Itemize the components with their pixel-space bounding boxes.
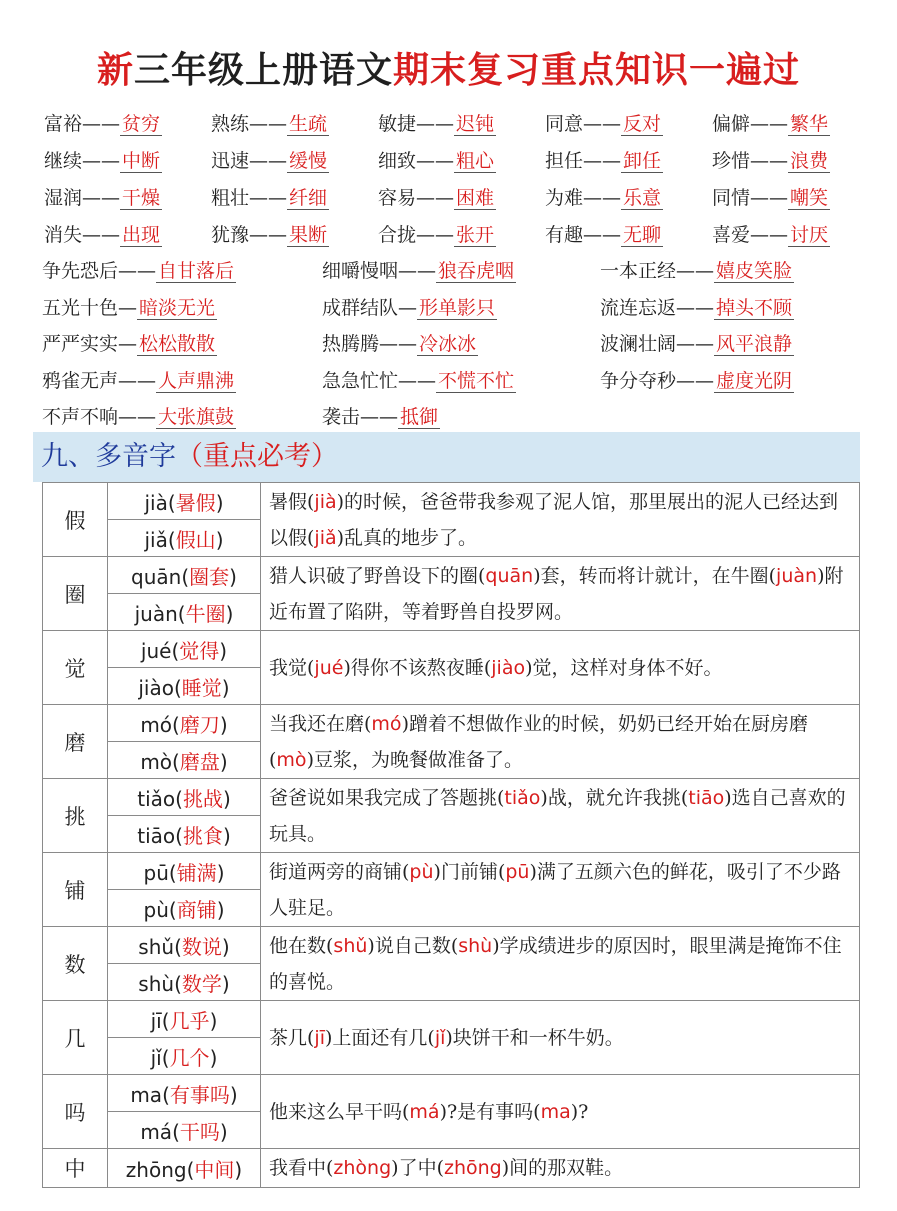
polyphone-reading: jī(几乎) [108, 1001, 261, 1038]
title-part2: 三年级上册语文 [133, 49, 393, 91]
idiom-dash: —— [360, 406, 399, 428]
antonym-pair [211, 144, 329, 178]
antonym-pair [44, 107, 162, 141]
polyphone-sentence [261, 1075, 860, 1149]
polyphone-char: 磨 [43, 705, 108, 779]
idiom-answer: 暗淡无光 [139, 296, 216, 319]
antonym-answer: 无聊 [623, 224, 662, 246]
idiom-pair [42, 327, 217, 361]
idiom-dash: —— [118, 260, 157, 282]
antonym-row [44, 181, 874, 215]
sentence-text: )觉，这样对身体不好。 [525, 656, 723, 679]
reading-pinyin: quān [131, 564, 182, 589]
reading-word: 数学 [181, 971, 222, 996]
idiom-word: 热腾腾 [322, 333, 380, 355]
antonym-word: 珍惜 [712, 150, 751, 172]
idiom-answer: 人声鼎沸 [158, 369, 235, 392]
antonym-pair [545, 144, 663, 178]
sentence-text: )间的那双鞋。 [501, 1157, 624, 1179]
sentence-text: 街道两旁的商铺( [269, 860, 410, 883]
antonym-dash: —— [583, 113, 622, 135]
polyphone-char: 假 [43, 483, 108, 557]
reading-word: 挑战 [182, 786, 223, 811]
reading-pinyin: shǔ [138, 934, 175, 959]
antonym-dash: —— [249, 224, 288, 246]
antonym-dash: —— [249, 187, 288, 209]
sentence-text: 茶几( [269, 1026, 315, 1049]
sentence-pinyin: pū [505, 860, 530, 883]
idiom-answer: 形单影只 [419, 296, 496, 319]
antonym-pair [712, 144, 830, 178]
idiom-pair [322, 327, 478, 361]
idiom-word: 袭击 [322, 406, 361, 428]
antonym-answer: 讨厌 [790, 224, 829, 246]
sentence-text: )?是有事吗( [439, 1100, 541, 1123]
reading-pinyin: má [140, 1119, 173, 1144]
idiom-row [44, 291, 874, 325]
antonym-word: 敏捷 [378, 113, 417, 135]
section-note: 重点必考 [203, 441, 311, 472]
antonym-row [44, 144, 874, 178]
reading-pinyin: pù [143, 897, 169, 922]
polyphone-reading: jiào(睡觉) [108, 668, 261, 705]
sentence-text: )块饼干和一杯牛奶。 [445, 1026, 624, 1049]
sentence-pinyin: tiāo [688, 786, 725, 809]
polyphone-sentence [261, 631, 860, 705]
antonym-dash: —— [416, 150, 455, 172]
sentence-text: 我觉( [269, 656, 315, 679]
idiom-pair [322, 254, 516, 288]
antonym-pair [545, 107, 663, 141]
idiom-answer: 抵御 [400, 406, 439, 428]
idiom-row [44, 400, 874, 434]
idiom-dash: —— [118, 369, 157, 392]
sentence-text: )得你不该熬夜睡( [343, 656, 492, 679]
reading-word: 几个 [169, 1045, 210, 1070]
antonym-answer: 张开 [456, 224, 495, 246]
sentence-text: )说自己数( [367, 934, 459, 957]
polyphone-sentence [261, 705, 860, 779]
polyphone-char: 觉 [43, 631, 108, 705]
antonym-pair [211, 107, 329, 141]
reading-pinyin: jué [140, 638, 172, 663]
polyphone-row [43, 853, 860, 890]
idiom-word: 不声不响 [42, 406, 119, 428]
reading-pinyin: jiǎ [144, 527, 168, 552]
polyphone-reading: ma(有事吗) [108, 1075, 261, 1112]
sentence-text: )门前铺( [433, 860, 506, 883]
antonym-dash: —— [750, 113, 789, 135]
polyphone-reading: zhōng(中间) [108, 1149, 261, 1188]
polyphone-reading: mó(磨刀) [108, 705, 261, 742]
antonym-dash: —— [750, 187, 789, 209]
idiom-word: 急急忙忙 [322, 369, 399, 392]
antonym-answer: 乐意 [623, 187, 662, 209]
sentence-text: 他在数( [269, 934, 334, 957]
idiom-answer: 嬉皮笑脸 [716, 260, 793, 282]
antonym-word: 同意 [545, 113, 584, 135]
antonym-word: 湿润 [44, 187, 83, 209]
idiom-pair [42, 400, 236, 434]
sentence-text: 爸爸说如果我完成了答题挑( [269, 786, 505, 809]
polyphone-char: 铺 [43, 853, 108, 927]
idiom-answer: 松松散散 [139, 333, 216, 355]
reading-word: 数说 [181, 934, 222, 959]
reading-pinyin: pū [143, 860, 169, 885]
antonym-dash: —— [416, 113, 455, 135]
antonym-pair [44, 181, 162, 215]
idiom-dash: — [118, 296, 138, 319]
polyphone-char: 吗 [43, 1075, 108, 1149]
idiom-pair [322, 364, 516, 398]
antonym-pair [712, 181, 830, 215]
sentence-text: )战，就允许我挑( [540, 786, 689, 809]
idiom-dash: —— [676, 333, 715, 355]
antonym-answer: 繁华 [790, 113, 829, 135]
idiom-word: 五光十色 [42, 296, 119, 319]
antonym-word: 合拢 [378, 224, 417, 246]
antonym-answer: 贫穷 [122, 113, 161, 135]
antonym-answer: 卸任 [623, 150, 662, 172]
reading-pinyin: mó [140, 712, 173, 737]
idiom-word: 成群结队 [322, 296, 399, 319]
antonym-answer: 反对 [623, 113, 662, 135]
sentence-pinyin: jī [314, 1026, 325, 1049]
idiom-row [44, 327, 874, 361]
sentence-text: )上面还有几( [324, 1026, 435, 1049]
polyphone-table [42, 482, 860, 1188]
idiom-pair [600, 254, 794, 288]
reading-word: 磨盘 [179, 749, 220, 774]
idiom-word: 鸦雀无声 [42, 369, 119, 392]
antonym-word: 担任 [545, 150, 584, 172]
idiom-word: 争分夺秒 [600, 369, 677, 392]
reading-word: 暑假 [175, 490, 216, 515]
idiom-answer: 狼吞虎咽 [438, 260, 515, 282]
idiom-row [44, 364, 874, 398]
sentence-pinyin: quān [485, 564, 534, 587]
polyphone-reading: quān(圈套) [108, 557, 261, 594]
antonym-word: 有趣 [545, 224, 584, 246]
idiom-dash: —— [379, 333, 418, 355]
title-part3: 期末复习重点知识一遍过 [393, 49, 801, 91]
antonym-answer: 嘲笑 [790, 187, 829, 209]
reading-word: 中间 [194, 1157, 235, 1182]
antonym-dash: —— [82, 187, 121, 209]
polyphone-row [43, 557, 860, 594]
antonym-word: 同情 [712, 187, 751, 209]
antonym-word: 熟练 [211, 113, 250, 135]
polyphone-sentence [261, 1149, 860, 1188]
antonym-word: 迅速 [211, 150, 250, 172]
antonym-dash: —— [416, 187, 455, 209]
antonym-pair [211, 218, 329, 252]
reading-pinyin: jià [144, 490, 168, 515]
polyphone-reading: shù(数学) [108, 964, 261, 1001]
idiom-pair [42, 291, 217, 325]
antonym-dash: —— [583, 150, 622, 172]
section-paren-close: ） [311, 441, 338, 472]
polyphone-reading: jué(觉得) [108, 631, 261, 668]
idiom-answer: 自甘落后 [158, 260, 235, 282]
polyphone-reading: pū(铺满) [108, 853, 261, 890]
antonym-answer: 纤细 [289, 187, 328, 209]
sentence-pinyin: jià [314, 490, 337, 513]
antonym-row [44, 218, 874, 252]
idiom-dash: —— [676, 369, 715, 392]
reading-pinyin: shù [138, 971, 175, 996]
polyphone-sentence [261, 853, 860, 927]
antonym-dash: —— [82, 150, 121, 172]
sentence-text: )套，转而将计就计，在牛圈( [533, 564, 777, 587]
reading-word: 磨刀 [179, 712, 220, 737]
sentence-text: 当我还在磨( [269, 712, 372, 735]
reading-word: 干吗 [179, 1119, 220, 1144]
antonym-answer: 浪费 [790, 150, 829, 172]
sentence-pinyin: ma [540, 1100, 571, 1123]
idiom-pair [42, 364, 236, 398]
antonym-word: 粗壮 [211, 187, 250, 209]
antonym-pair [378, 144, 496, 178]
section-number: 九、多音字 [41, 441, 176, 472]
idiom-word: 流连忘返 [600, 296, 677, 319]
sentence-text: 我看中( [269, 1157, 334, 1179]
polyphone-row [43, 1149, 860, 1188]
idiom-dash: — [118, 333, 138, 355]
sentence-pinyin: zhòng [333, 1157, 392, 1179]
antonym-answer: 干燥 [122, 187, 161, 209]
reading-pinyin: zhōng [125, 1157, 187, 1182]
polyphone-reading: juàn(牛圈) [108, 594, 261, 631]
polyphone-reading: jiǎ(假山) [108, 520, 261, 557]
polyphone-row [43, 631, 860, 668]
polyphone-row [43, 1075, 860, 1112]
polyphone-char: 圈 [43, 557, 108, 631]
sentence-text: )的时候，爸爸带我参观了泥人馆，那里展出的泥人已经达到以假( [269, 490, 839, 549]
antonym-pair [44, 218, 162, 252]
idiom-word: 波澜壮阔 [600, 333, 677, 355]
antonym-pair [378, 181, 496, 215]
reading-pinyin: jǐ [150, 1045, 162, 1070]
polyphone-reading: jià(暑假) [108, 483, 261, 520]
reading-pinyin: mò [140, 749, 173, 774]
reading-pinyin: juàn [134, 601, 178, 626]
reading-pinyin: tiǎo [137, 786, 176, 811]
antonym-answer: 迟钝 [456, 113, 495, 135]
reading-word: 觉得 [179, 638, 220, 663]
section-paren-open: （ [176, 441, 203, 472]
reading-pinyin: ma [130, 1082, 163, 1107]
antonym-pair [712, 107, 830, 141]
reading-word: 铺满 [176, 860, 217, 885]
antonym-answer: 缓慢 [289, 150, 328, 172]
antonym-answer: 果断 [289, 224, 328, 246]
polyphone-reading: mò(磨盘) [108, 742, 261, 779]
polyphone-char: 数 [43, 927, 108, 1001]
polyphone-sentence [261, 927, 860, 1001]
polyphone-reading: tiǎo(挑战) [108, 779, 261, 816]
title-part1: 新 [96, 49, 134, 91]
antonym-dash: —— [249, 113, 288, 135]
reading-word: 商铺 [176, 897, 217, 922]
sentence-pinyin: jiào [491, 656, 526, 679]
idiom-answer: 掉头不顾 [716, 296, 793, 319]
antonym-pair [545, 218, 663, 252]
sentence-pinyin: zhōng [444, 1157, 502, 1179]
reading-word: 有事吗 [169, 1082, 230, 1107]
sentence-pinyin: shǔ [333, 934, 368, 957]
antonym-pair [44, 144, 162, 178]
sentence-pinyin: tiǎo [504, 786, 541, 809]
polyphone-row [43, 705, 860, 742]
antonym-answer: 生疏 [289, 113, 328, 135]
polyphone-sentence [261, 1001, 860, 1075]
idiom-dash: —— [398, 260, 437, 282]
sentence-pinyin: mó [371, 712, 402, 735]
antonym-pair [211, 181, 329, 215]
sentence-text: )选自己喜欢的玩具。 [269, 786, 846, 845]
polyphone-row [43, 779, 860, 816]
section-heading [33, 432, 860, 482]
idiom-pair [322, 400, 440, 434]
antonym-dash: —— [750, 224, 789, 246]
antonym-dash: —— [750, 150, 789, 172]
idiom-word: 严严实实 [42, 333, 119, 355]
sentence-text: )乱真的地步了。 [336, 526, 478, 549]
sentence-text: )附近布置了陷阱，等着野兽自投罗网。 [269, 564, 844, 623]
idiom-answer: 虚度光阴 [716, 369, 793, 392]
idiom-answer: 冷冰冰 [419, 333, 477, 355]
sentence-pinyin: shù [458, 934, 493, 957]
idiom-word: 细嚼慢咽 [322, 260, 399, 282]
sentence-text: )满了五颜六色的鲜花，吸引了不少路人驻足。 [269, 860, 841, 919]
sentence-pinyin: jué [314, 656, 344, 679]
antonym-word: 喜爱 [712, 224, 751, 246]
polyphone-reading: shǔ(数说) [108, 927, 261, 964]
sentence-pinyin: pù [409, 860, 434, 883]
idiom-dash: —— [398, 369, 437, 392]
antonym-dash: —— [416, 224, 455, 246]
idiom-pair [322, 291, 497, 325]
antonym-pair [378, 218, 496, 252]
antonym-word: 富裕 [44, 113, 83, 135]
reading-word: 圈套 [189, 564, 230, 589]
antonym-word: 消失 [44, 224, 83, 246]
sentence-pinyin: mò [276, 748, 307, 771]
idiom-row [44, 254, 874, 288]
page-title [0, 44, 897, 96]
antonym-dash: —— [583, 187, 622, 209]
reading-pinyin: jī [150, 1008, 162, 1033]
sentence-pinyin: má [409, 1100, 440, 1123]
idiom-dash: —— [118, 406, 157, 428]
reading-word: 睡觉 [181, 675, 222, 700]
antonym-pair [712, 218, 830, 252]
sentence-text: )豆浆，为晚餐做准备了。 [306, 748, 523, 771]
reading-pinyin: tiāo [137, 823, 176, 848]
reading-word: 挑食 [182, 823, 223, 848]
polyphone-reading: má(干吗) [108, 1112, 261, 1149]
antonym-dash: —— [82, 224, 121, 246]
antonym-pair [545, 181, 663, 215]
sentence-text: 他来这么早干吗( [269, 1100, 410, 1123]
antonym-row [44, 107, 874, 141]
polyphone-sentence [261, 483, 860, 557]
antonym-word: 为难 [545, 187, 584, 209]
reading-pinyin: jiào [138, 675, 174, 700]
polyphone-char: 几 [43, 1001, 108, 1075]
sentence-text: )了中( [391, 1157, 444, 1179]
polyphone-reading: tiāo(挑食) [108, 816, 261, 853]
antonym-word: 容易 [378, 187, 417, 209]
polyphone-reading: pù(商铺) [108, 890, 261, 927]
idiom-dash: —— [676, 296, 715, 319]
idiom-pair [600, 291, 794, 325]
idiom-answer: 不慌不忙 [438, 369, 515, 392]
idiom-pair [600, 327, 794, 361]
sentence-text: )蹭着不想做作业的时候，奶奶已经开始在厨房磨( [269, 712, 808, 771]
antonym-answer: 粗心 [456, 150, 495, 172]
polyphone-row [43, 483, 860, 520]
reading-word: 假山 [175, 527, 216, 552]
idiom-pair [42, 254, 236, 288]
sentence-pinyin: juàn [776, 564, 818, 587]
sentence-text: )学成绩进步的原因时，眼里满是掩饰不住的喜悦。 [269, 934, 842, 993]
sentence-text: 猎人识破了野兽设下的圈( [269, 564, 486, 587]
antonym-answer: 困难 [456, 187, 495, 209]
idiom-word: 争先恐后 [42, 260, 119, 282]
idiom-answer: 大张旗鼓 [158, 406, 235, 428]
sentence-pinyin: jiǎ [314, 526, 337, 549]
antonym-word: 偏僻 [712, 113, 751, 135]
polyphone-sentence [261, 779, 860, 853]
antonym-word: 细致 [378, 150, 417, 172]
polyphone-char: 中 [43, 1149, 108, 1188]
antonym-answer: 中断 [122, 150, 161, 172]
polyphone-row [43, 927, 860, 964]
reading-word: 牛圈 [185, 601, 226, 626]
reading-word: 几乎 [169, 1008, 210, 1033]
antonym-pair [378, 107, 496, 141]
sentence-text: 暑假( [269, 490, 315, 513]
sentence-text: )? [570, 1100, 589, 1123]
polyphone-sentence [261, 557, 860, 631]
antonym-dash: —— [249, 150, 288, 172]
sentence-pinyin: jǐ [434, 1026, 446, 1049]
antonym-dash: —— [583, 224, 622, 246]
idiom-pair [600, 364, 794, 398]
antonym-word: 犹豫 [211, 224, 250, 246]
polyphone-row [43, 1001, 860, 1038]
idiom-dash: —— [676, 260, 715, 282]
antonym-dash: —— [82, 113, 121, 135]
polyphone-reading: jǐ(几个) [108, 1038, 261, 1075]
idiom-answer: 风平浪静 [716, 333, 793, 355]
idiom-dash: — [398, 296, 418, 319]
polyphone-char: 挑 [43, 779, 108, 853]
antonym-answer: 出现 [122, 224, 161, 246]
idiom-word: 一本正经 [600, 260, 677, 282]
antonym-word: 继续 [44, 150, 83, 172]
